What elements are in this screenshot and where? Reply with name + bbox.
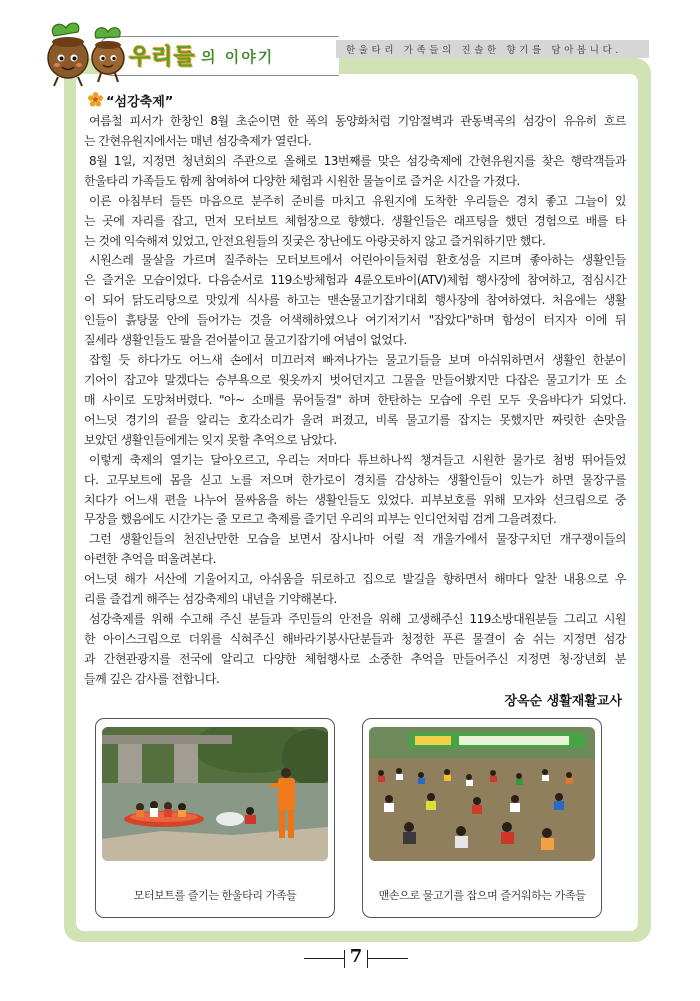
page-number-value: 7 <box>349 946 363 967</box>
text-line: 이렇게 축제의 열기는 달아오르고, 우리는 저마다 튜브하나씩 챙겨들고 시원한 물가로 첨벙 뛰어들었 <box>89 452 626 467</box>
text-line: 잡힐 듯 하다가도 어느새 손에서 미끄러져 빠져나가는 물고기들을 보며 아쉬워하면서 생활인 한분이 <box>89 353 626 368</box>
paragraph <box>84 451 626 531</box>
paragraph <box>84 192 626 252</box>
paragraph <box>84 530 626 570</box>
text-line: 리를 즐겁게 해주는 섬강축제의 내년을 기약해본다. <box>84 592 337 607</box>
photo-fishing <box>369 727 595 861</box>
paragraph <box>84 152 626 192</box>
text-line: 그런 생활인들의 천진난만한 모습을 보면서 잠시나마 어릴 적 개울가에서 물장구치던 개구쟁이들의 <box>89 532 626 547</box>
section-title-box <box>98 36 339 76</box>
text-line: 여름철 피서가 한창인 8월 초순이면 한 폭의 동양화처럼 기암절벽과 관동벽곡의 섬강이 유유히 흐르 <box>89 114 626 128</box>
paragraph <box>84 112 626 152</box>
text-line: 시원스레 물살을 가르며 질주하는 모터보트에서 어린아이들처럼 환호성을 지르며 좋아하는 생활인들 <box>89 253 626 268</box>
page-number-bar-left <box>344 950 345 968</box>
text-line: 한 아이스크림으로 더위를 식혀주신 해바라기봉사단분들과 청정한 푸른 물결이 숨 쉬는 지정면 섬강 <box>84 631 626 646</box>
article-title: “섬강축제” <box>106 95 174 110</box>
photo-card-motorboat <box>95 718 335 918</box>
article-author: 장옥순 생활재활교사 <box>504 694 622 709</box>
section-title-sub: 의 이야기 <box>201 48 275 66</box>
text-line: 어느덧 경기의 끝을 알리는 호각소리가 울려 퍼졌고, 비록 물고기를 잡지는 못했지만 짜릿한 손맛을 <box>84 412 626 427</box>
photo-motorboat <box>102 727 328 861</box>
page-number <box>300 944 412 974</box>
text-line: 매 사이로 도망쳐버렸다. "아~ 소매를 묶어둘걸" 하며 한탄하는 모습에 우린 모두 웃음바다가 되었다. <box>84 392 626 407</box>
text-line: 기어이 잡고야 말겠다는 승부욕으로 윗옷까지 벗어던지고 그물을 만들어봤지만 다잡은 물고기가 또 소 <box>84 372 626 387</box>
text-line: 이 되어 닭도리탕으로 맛있게 식사를 하고는 맨손물고기잡기대회 행사장에 참여하였다. 처음에는 생활 <box>84 293 626 308</box>
paragraph <box>84 351 626 451</box>
photo-card-fishing <box>362 718 602 918</box>
mascot-right <box>92 28 124 82</box>
paragraph <box>84 251 626 351</box>
splash <box>216 812 244 826</box>
text-line: 는 것에 익숙해져 있었고, 안전요원들의 짓궂은 장난에도 아랑곳하지 않고 즐거워하기만 했다. <box>84 233 546 248</box>
text-line: 과 간현관광지를 전국에 알리고 다양한 체험행사로 소중한 추억을 만들어주신 지정면 청·장년회 분 <box>84 651 626 666</box>
text-line: 는 곳에 자리를 잡고, 먼저 모터보트 체험장으로 향했다. 생활인들은 래프팅을 했던 경험으로 배를 타 <box>84 213 626 228</box>
text-line: 인들이 흙탕물 안에 들어가는 것을 어색해하였으나 여기저기서 "잡았다"하며 함성이 터지자 이에 뒤 <box>84 313 626 328</box>
text-line: 보았던 생활인들에게는 잊지 못할 추억으로 남았다. <box>84 432 337 447</box>
text-line: 어느덧 해가 서산에 기울어지고, 아쉬움을 뒤로하고 집으로 발길을 향하면서 해마다 알찬 내용으로 우 <box>84 572 626 587</box>
text-line: 들께 깊은 감사를 전합니다. <box>84 671 220 686</box>
page-number-rule-right <box>368 958 408 959</box>
acorn-mascots-icon <box>44 20 130 88</box>
tagline: 한울타리 가족들의 진솔한 향기를 담아봅니다. <box>346 45 622 56</box>
text-line: 아련한 추억을 떠올려본다. <box>84 552 216 567</box>
text-line: 다. 고무보트에 몸을 싣고 노를 저으며 한가로이 경치를 감상하는 생활인들이 있는가 하면 물장구를 <box>84 472 626 487</box>
mascot-left <box>48 23 88 86</box>
text-line: 은 즐거운 모습이었다. 다음순서로 119소방체험과 4륜오토바이(ATV)체험 행사장에 참여하고, 점심시간 <box>84 273 626 288</box>
motorboat-photo-image <box>102 727 328 861</box>
flower-icon <box>88 92 103 107</box>
text-line: 무장을 했음에도 시간가는 줄 모르고 축제를 즐기던 우리의 피부는 인디언처럼 검게 그을려졌다. <box>84 512 557 527</box>
text-line: 8월 1일, 지정면 청년회의 주관으로 올해로 13번째를 맞은 섬강축제에 간현유원지를 찾은 행락객들과 <box>89 153 626 168</box>
paragraph <box>84 570 626 610</box>
section-title-main: 우리들 <box>129 45 196 70</box>
text-line: 이른 아침부터 들뜬 마음으로 분주히 준비를 마치고 유원지에 도착한 우리들은 경치 좋고 그늘이 있 <box>89 193 626 208</box>
text-line: 섬강축제를 위해 수고해 주신 분들과 주민들의 안전을 위해 고생해주신 119소방대원분들 그리고 시원 <box>89 612 626 627</box>
text-line: 한울타리 가족들도 함께 참여하여 다양한 체험과 시원한 물놀이로 즐거운 시간을 가졌다. <box>84 173 520 188</box>
photo-caption: 맨손으로 물고기를 잡으며 즐거워하는 가족들 <box>378 889 586 902</box>
text-line: 치다가 어느새 편을 나누어 물싸움을 하는 생활인들도 있었다. 피부보호를 위해 모자와 선크림으로 중 <box>84 492 626 507</box>
article-body <box>84 112 626 690</box>
photo-caption: 모터보트를 즐기는 한울타리 가족들 <box>133 889 297 902</box>
page-number-rule-left <box>304 958 344 959</box>
text-line: 질세라 생활인들도 팔을 걷어붙이고 물고기잡기에 여념이 없었다. <box>84 333 407 348</box>
text-line: 는 간현유원지에서는 매년 섬강축제가 열린다. <box>84 133 312 148</box>
paragraph <box>84 610 626 690</box>
tagline-band <box>336 40 649 58</box>
event-banner <box>409 733 585 748</box>
fishing-photo-image <box>369 727 595 861</box>
